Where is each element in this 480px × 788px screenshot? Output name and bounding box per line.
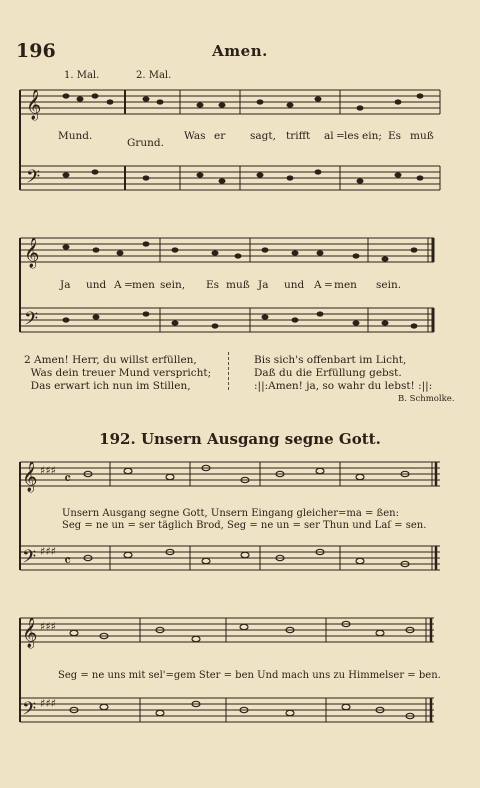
lyric-syllable: Es bbox=[206, 279, 220, 291]
svg-text:𝄞: 𝄞 bbox=[22, 462, 38, 492]
lyric-syllable: Ja bbox=[258, 279, 269, 291]
lyric-syllable: Ja bbox=[60, 279, 71, 291]
svg-text:𝄢: 𝄢 bbox=[24, 309, 39, 334]
lyric-syllable: A bbox=[314, 279, 322, 291]
svg-text:𝄞: 𝄞 bbox=[24, 238, 40, 268]
lyric-syllable: ein; bbox=[362, 130, 382, 142]
svg-text:𝄴: 𝄴 bbox=[64, 551, 72, 570]
hymn-number: 192. bbox=[99, 430, 136, 448]
svg-text:𝄴: 𝄴 bbox=[64, 469, 72, 488]
lyric-syllable: = bbox=[124, 279, 133, 291]
lyric-syllable: Grund. bbox=[127, 137, 164, 149]
author-credit: B. Schmolke. bbox=[398, 394, 455, 404]
svg-text:𝄞: 𝄞 bbox=[22, 618, 38, 648]
lyric-syllable: er bbox=[214, 130, 226, 142]
lyric-syllable: Was bbox=[184, 130, 206, 142]
lyric-syllable: sagt, bbox=[250, 130, 276, 142]
hymn-title-2: Unsern Ausgang segne Gott. bbox=[140, 430, 381, 448]
svg-text:𝄢: 𝄢 bbox=[26, 167, 41, 192]
music-system-1 bbox=[0, 80, 480, 210]
svg-text:♯♯♯: ♯♯♯ bbox=[40, 697, 56, 710]
lyric-syllable: Es bbox=[388, 130, 402, 142]
svg-text:♯♯♯: ♯♯♯ bbox=[40, 545, 56, 558]
lyric-syllable: al bbox=[324, 130, 334, 142]
lyric-syllable: muß bbox=[410, 130, 434, 142]
svg-text:𝄢: 𝄢 bbox=[22, 547, 37, 572]
lyric-syllable: Mund. bbox=[58, 130, 93, 142]
volta-second-ending: 2. Mal. bbox=[136, 70, 172, 81]
svg-text:♯♯♯: ♯♯♯ bbox=[40, 620, 56, 633]
lyric-syllable: trifft bbox=[286, 130, 311, 142]
lyric-syllable: A bbox=[114, 279, 122, 291]
lyric-syllable: = bbox=[324, 279, 333, 291]
svg-text:𝄢: 𝄢 bbox=[22, 699, 37, 724]
lyric-syllable: sein. bbox=[376, 279, 402, 291]
verse-2-left: 2 Amen! Herr, du willst erfüllen, Was dein treuer Mund verspricht; Das erwart ich nun im Stillen, bbox=[24, 354, 212, 392]
lyric-syllable: men bbox=[132, 279, 155, 291]
hymn-title: Amen. bbox=[212, 42, 268, 60]
verse-divider bbox=[228, 352, 230, 390]
lyric-syllable: sein, bbox=[160, 279, 186, 291]
lyric-line-3: Seg = ne uns mit sel'=gem Ster = ben Und mach uns zu Himmelser = ben. bbox=[58, 670, 441, 681]
hymn-192-heading bbox=[0, 430, 480, 448]
lyric-syllable: und bbox=[284, 279, 305, 291]
verse-2-right: Bis sich's offenbart im Licht, Daß du die Erfüllung gebst. :||:Amen! ja, so wahr du lebst! :||: bbox=[254, 354, 433, 392]
svg-text:♯♯♯: ♯♯♯ bbox=[40, 464, 56, 477]
lyric-line-1: Unsern Ausgang segne Gott, Unsern Eingang gleicher=ma = ßen: bbox=[62, 508, 399, 519]
volta-first-ending: 1. Mal. bbox=[64, 70, 100, 81]
lyric-syllable: und bbox=[86, 279, 107, 291]
lyric-line-2: Seg = ne un = ser täglich Brod, Seg = ne un = ser Thun und Laſ = sen. bbox=[62, 520, 427, 531]
lyric-syllable: muß bbox=[226, 279, 250, 291]
svg-text:𝄞: 𝄞 bbox=[26, 90, 42, 120]
page-number: 196 bbox=[16, 40, 56, 62]
lyric-syllable: = bbox=[336, 130, 345, 142]
lyric-syllable: les bbox=[344, 130, 359, 142]
lyric-syllable: men bbox=[334, 279, 357, 291]
